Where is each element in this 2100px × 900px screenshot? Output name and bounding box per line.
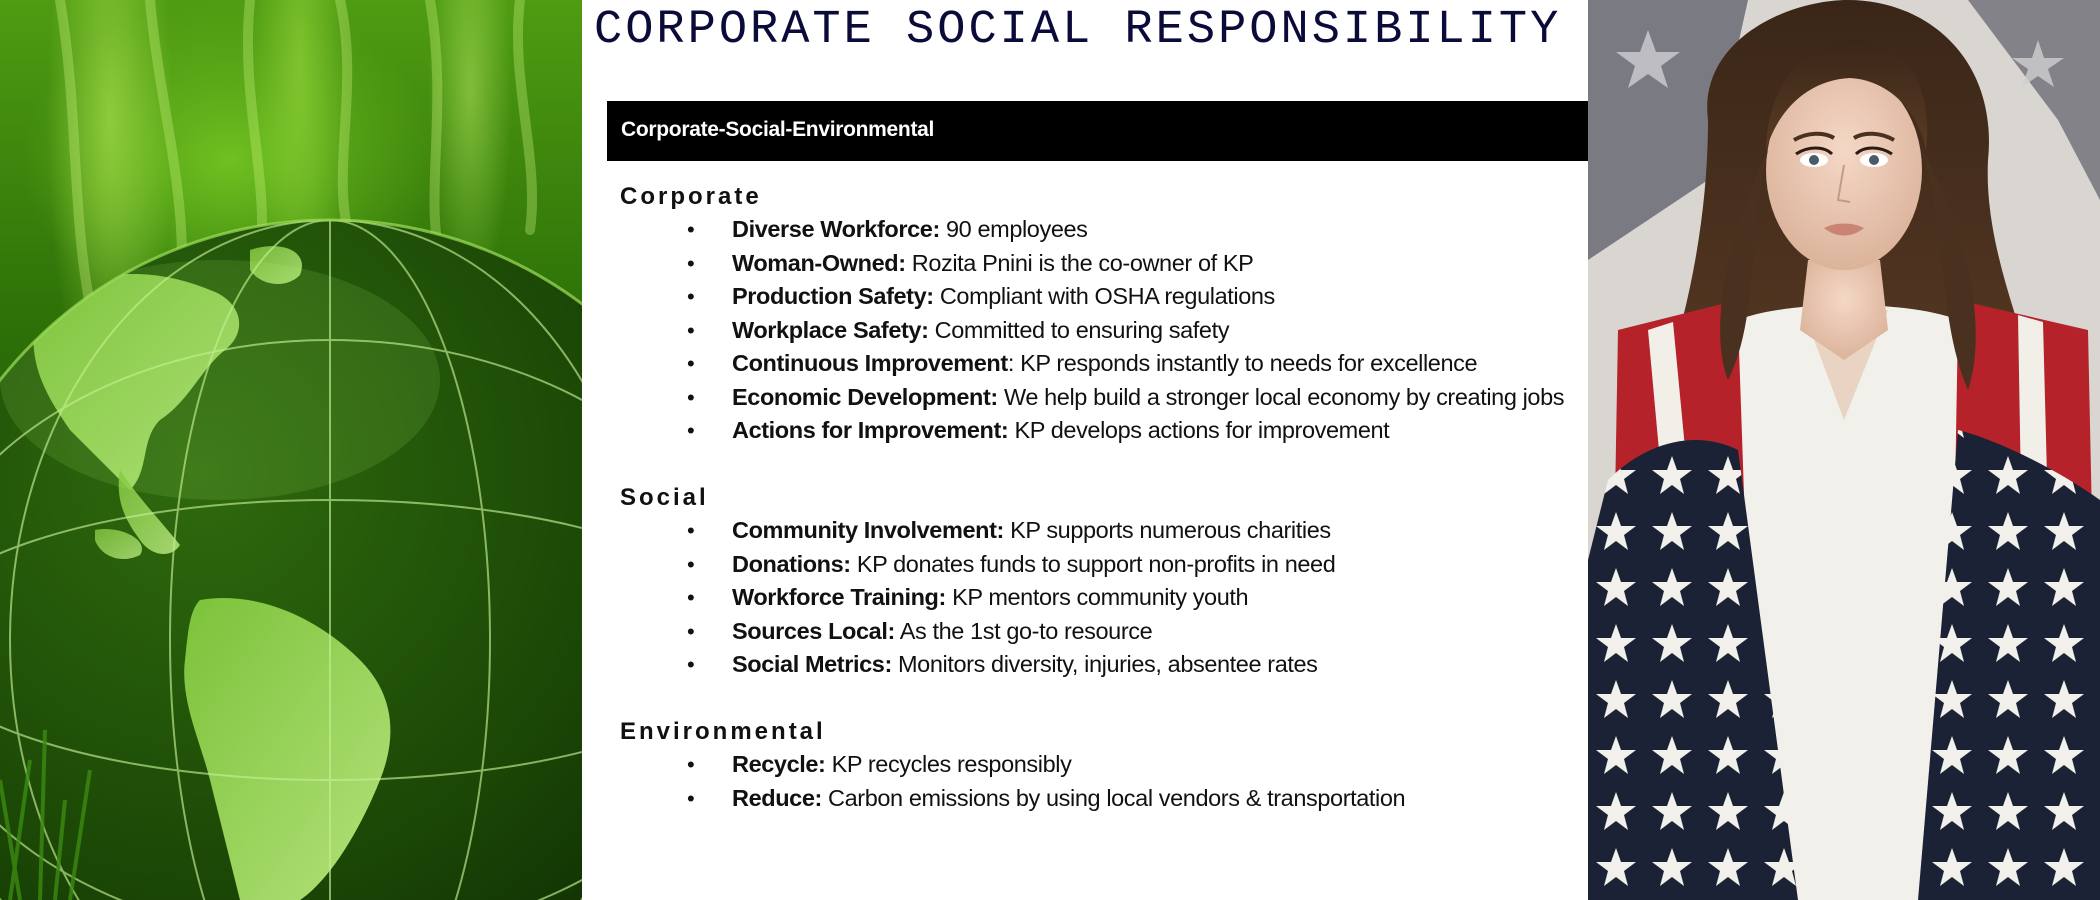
bullet-icon: •	[687, 518, 695, 543]
item-text: Compliant with OSHA regulations	[933, 283, 1275, 309]
section-banner	[607, 101, 1588, 161]
list-item	[687, 581, 1335, 615]
list-item	[687, 748, 1405, 782]
item-text: KP donates funds to support non-profits in need	[850, 550, 1336, 577]
model-photo	[1588, 0, 2100, 900]
bullet-icon: •	[687, 384, 695, 410]
item-text: We help build a stronger local economy by creating jobs	[997, 383, 1565, 410]
csr-document	[582, 0, 1588, 900]
list-item	[687, 782, 1405, 816]
item-term: Workplace Safety:	[732, 316, 929, 343]
item-text: : KP responds instantly to needs for excellence	[1007, 350, 1478, 376]
item-term: Sources Local:	[732, 617, 895, 644]
bullet-icon: •	[687, 317, 695, 343]
item-text: 90 employees	[939, 216, 1088, 242]
item-text: Committed to ensuring safety	[928, 316, 1230, 343]
bullet-icon: •	[687, 551, 695, 577]
item-term: Production Safety:	[732, 283, 934, 309]
item-text: KP recycles responsibly	[825, 751, 1072, 777]
item-term: Continuous Improvement	[732, 350, 1008, 376]
item-term: Economic Development:	[732, 383, 998, 410]
item-term: Community Involvement:	[732, 517, 1004, 543]
item-text: Carbon emissions by using local vendors & transportation	[821, 784, 1406, 811]
item-text: KP develops actions for improvement	[1008, 417, 1390, 443]
list-item	[687, 247, 1564, 281]
bullet-icon: •	[687, 250, 695, 276]
bullet-icon: •	[687, 217, 695, 242]
bullet-icon: •	[687, 585, 695, 610]
model-illustration	[1588, 0, 2100, 900]
item-term: Diverse Workforce:	[732, 216, 940, 242]
item-text: Monitors diversity, injuries, absentee rates	[891, 651, 1318, 677]
list-item	[687, 381, 1564, 415]
bullet-icon: •	[687, 284, 695, 309]
social-list	[687, 514, 1335, 682]
item-term: Reduce:	[732, 784, 822, 811]
corporate-list	[687, 213, 1564, 448]
list-item	[687, 548, 1335, 582]
bullet-icon: •	[687, 618, 695, 644]
globe-icon	[0, 0, 582, 900]
environmental-list	[687, 748, 1405, 815]
section-heading-social: Social	[620, 484, 709, 511]
list-item	[687, 213, 1564, 247]
item-text: KP supports numerous charities	[1003, 517, 1331, 543]
item-term: Workforce Training:	[732, 584, 946, 610]
list-item	[687, 648, 1335, 682]
list-item	[687, 514, 1335, 548]
bullet-icon: •	[687, 785, 695, 811]
list-item	[687, 615, 1335, 649]
item-text: Rozita Pnini is the co-owner of KP	[905, 249, 1254, 276]
item-term: Actions for Improvement:	[732, 417, 1009, 443]
list-item	[687, 280, 1564, 314]
bullet-icon: •	[687, 652, 695, 677]
list-item	[687, 347, 1564, 381]
item-term: Recycle:	[732, 751, 826, 777]
list-item	[687, 314, 1564, 348]
section-heading-environmental: Environmental	[620, 718, 826, 745]
bullet-icon: •	[687, 418, 695, 443]
item-term: Social Metrics:	[732, 651, 892, 677]
green-globe-image	[0, 0, 582, 900]
section-heading-corporate: Corporate	[620, 183, 762, 210]
page-title: CORPORATE SOCIAL RESPONSIBILITY	[594, 4, 1562, 57]
banner-label: Corporate-Social-Environmental	[621, 118, 935, 141]
bullet-icon: •	[687, 351, 695, 376]
item-term: Donations:	[732, 550, 851, 577]
bullet-icon: •	[687, 752, 695, 777]
item-text: KP mentors community youth	[945, 584, 1249, 610]
item-term: Woman-Owned:	[732, 249, 906, 276]
list-item	[687, 414, 1564, 448]
item-text: As the 1st go-to resource	[894, 617, 1153, 644]
